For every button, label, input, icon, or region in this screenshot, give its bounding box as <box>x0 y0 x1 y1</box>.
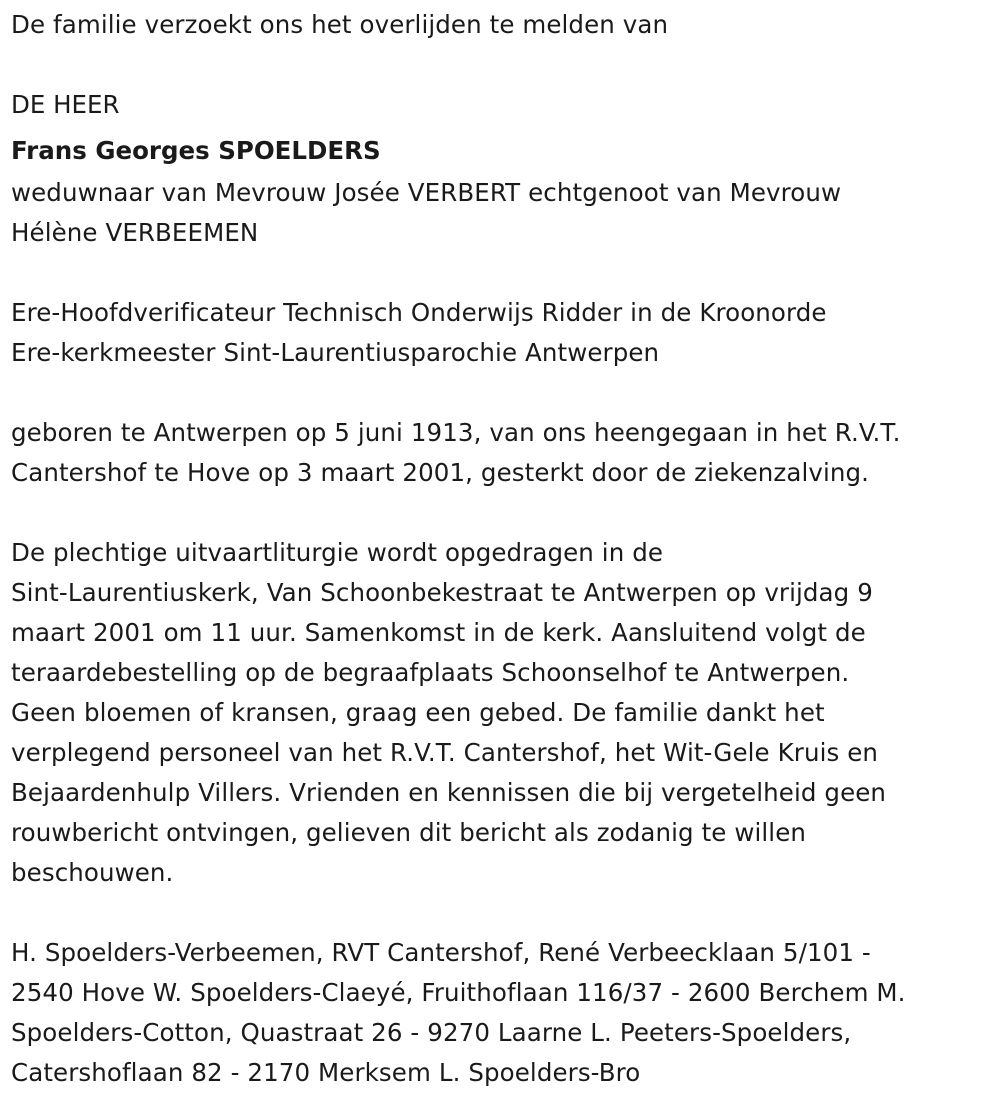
family-line: 2540 Hove W. Spoelders-Claeyé, Fruithoflaan 116/37 - 2600 Berchem M. <box>11 978 906 1007</box>
funeral-line: beschouwen. <box>11 858 174 887</box>
obituary-notice <box>11 0 986 1093</box>
honors-line: Ere-kerkmeester Sint-Laurentiusparochie Antwerpen <box>11 338 660 367</box>
funeral-paragraph <box>11 533 986 893</box>
funeral-line: teraardebestelling op de begraafplaats Schoonselhof te Antwerpen. <box>11 658 850 687</box>
family-line: Catershoflaan 82 - 2170 Merksem L. Spoelders-Bro <box>11 1058 641 1087</box>
family-paragraph <box>11 933 986 1093</box>
honors-line: Ere-Hoofdverificateur Technisch Onderwijs Ridder in de Kroonorde <box>11 298 827 327</box>
spacer <box>11 373 986 413</box>
family-line: H. Spoelders-Verbeemen, RVT Cantershof, René Verbeecklaan 5/101 - <box>11 938 871 967</box>
funeral-line: Geen bloemen of kransen, graag een gebed. De familie dankt het <box>11 698 825 727</box>
intro-text: De familie verzoekt ons het overlijden te melden van <box>11 10 669 39</box>
funeral-line: Bejaardenhulp Villers. Vrienden en kennissen die bij vergetelheid geen <box>11 778 887 807</box>
deceased-name: Frans Georges SPOELDERS <box>11 136 381 165</box>
spouse-line: Hélène VERBEEMEN <box>11 218 259 247</box>
spouse-paragraph <box>11 173 986 253</box>
funeral-line: rouwbericht ontvingen, gelieven dit bericht als zodanig te willen <box>11 818 807 847</box>
funeral-line: maart 2001 om 11 uur. Samenkomst in de kerk. Aansluitend volgt de <box>11 618 866 647</box>
funeral-line: De plechtige uitvaartliturgie wordt opgedragen in de <box>11 538 664 567</box>
honors-paragraph <box>11 293 986 373</box>
birth-death-paragraph <box>11 413 986 493</box>
birth-death-line: Cantershof te Hove op 3 maart 2001, gesterkt door de ziekenzalving. <box>11 458 870 487</box>
spacer <box>11 893 986 933</box>
spacer <box>11 493 986 533</box>
spacer <box>11 45 986 85</box>
spouse-line: weduwnaar van Mevrouw Josée VERBERT echtgenoot van Mevrouw <box>11 178 842 207</box>
funeral-line: Sint-Laurentiuskerk, Van Schoonbekestraat te Antwerpen op vrijdag 9 <box>11 578 873 607</box>
funeral-line: verplegend personeel van het R.V.T. Cantershof, het Wit-Gele Kruis en <box>11 738 879 767</box>
birth-death-line: geboren te Antwerpen op 5 juni 1913, van ons heengegaan in het R.V.T. <box>11 418 901 447</box>
honorific-title: DE HEER <box>11 90 120 119</box>
family-line: Spoelders-Cotton, Quastraat 26 - 9270 Laarne L. Peeters-Spoelders, <box>11 1018 852 1047</box>
spacer <box>11 253 986 293</box>
